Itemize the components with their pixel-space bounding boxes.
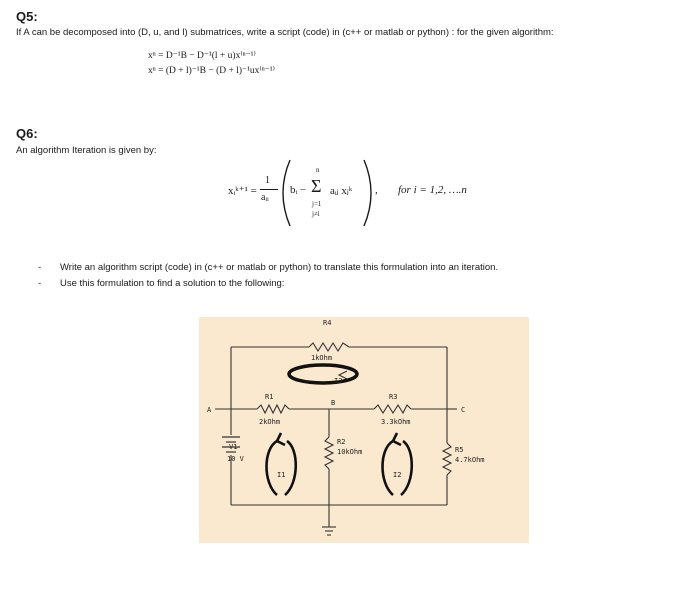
sigma-symbol: Σ (311, 176, 322, 196)
label-r3: R3 (389, 393, 398, 401)
formula-range: for i = 1,2, ….n (398, 184, 467, 196)
bullet-text-1: Write an algorithm script (code) in (c++ or matlab or python) to translate this formulation into an iteration. (60, 262, 499, 273)
bullet-item-1: - Write an algorithm script (code) in (c++ or matlab or python) to translate this formulation into an iteration. (38, 262, 499, 273)
circuit-diagram (199, 317, 529, 543)
circuit-background (199, 317, 529, 543)
formula-b: bᵢ − (290, 184, 307, 196)
label-r2: R2 (337, 438, 346, 446)
label-r5-value: 4.7kOhm (455, 456, 485, 464)
label-node-a: A (207, 406, 212, 414)
formula-frac-num: 1 (265, 175, 270, 186)
label-r4: R4 (323, 319, 332, 327)
formula-term: aᵢⱼ xⱼᵏ (330, 185, 353, 197)
q5-equation-2: xⁿ = (D + l)⁻¹B − (D + l)⁻¹ux⁽ⁿ⁻¹⁾ (148, 66, 275, 76)
label-i3: I3 (334, 377, 343, 385)
sum-upper-limit: n (316, 166, 320, 174)
sum-lower-limit-1: j=1 (312, 200, 322, 208)
formula-comma: , (375, 184, 378, 196)
label-r1: R1 (265, 393, 274, 401)
label-r5: R5 (455, 446, 464, 454)
label-v1: V1 (229, 443, 238, 451)
formula-lhs: xᵢᵏ⁺¹ = (228, 185, 257, 197)
bullet-text-2: Use this formulation to find a solution to the following: (60, 278, 285, 289)
q5-equation-1: xⁿ = D⁻¹B − D⁻¹(l + u)x⁽ⁿ⁻¹⁾ (148, 51, 256, 61)
label-node-b: B (331, 399, 336, 407)
q5-prompt: If A can be decomposed into (D, u, and l) submatrices, write a script (code) in (c++ or matlab or python) : for the given algorithm: (16, 27, 554, 38)
bullet-item-2: - Use this formulation to find a solution to the following: (38, 278, 285, 289)
formula-frac-den: aᵢᵢ (261, 192, 269, 203)
label-r1-value: 2kOhm (259, 418, 281, 426)
q5-heading: Q5: (16, 9, 38, 24)
q6-heading: Q6: (16, 126, 38, 141)
label-r4-value: 1kOhm (311, 354, 333, 362)
fraction-bar (260, 189, 278, 190)
label-i2: I2 (393, 471, 402, 479)
sum-lower-limit-2: j≠i (312, 210, 320, 218)
label-r2-value: 10kOhm (337, 448, 363, 456)
label-node-c: C (461, 406, 466, 414)
label-i1: I1 (277, 471, 286, 479)
label-r3-value: 3.3kOhm (381, 418, 411, 426)
q6-prompt: An algorithm Iteration is given by: (16, 145, 157, 156)
label-v1-value: 10 V (227, 455, 244, 463)
